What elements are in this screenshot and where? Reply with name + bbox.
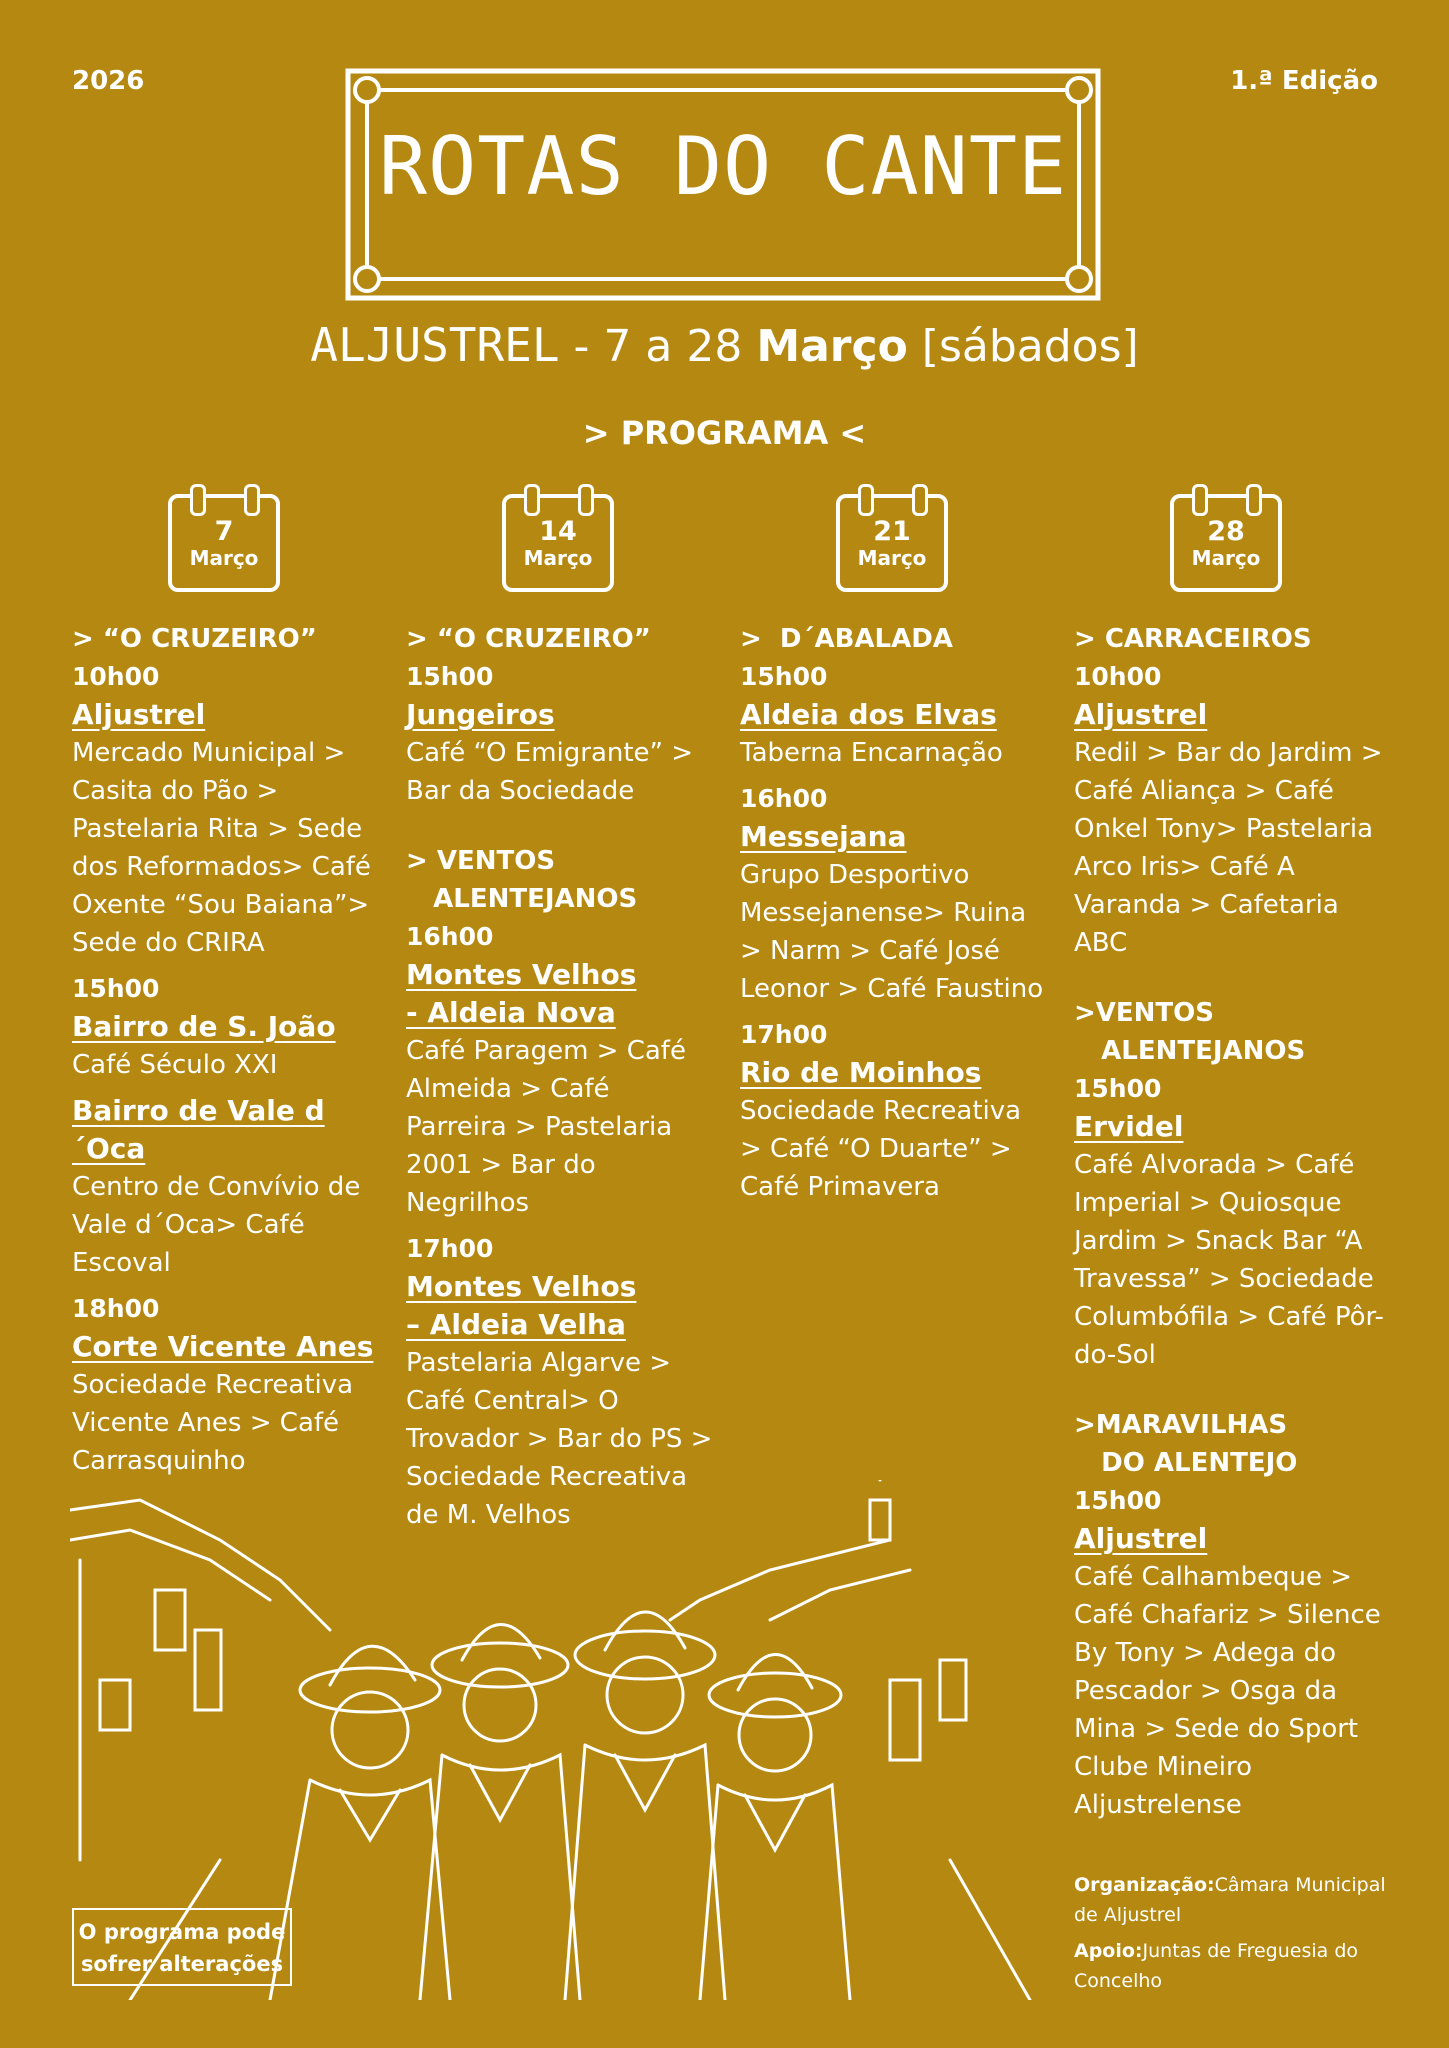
event-place: Montes Velhos – Aldeia Velha (406, 1270, 637, 1341)
group-title: > VENTOS ALENTEJANOS (406, 846, 638, 914)
organization-value: Câmara Municipal de Aljustrel (1074, 1874, 1386, 1926)
event-venues: Café Calhambeque > Café Chafariz > Silence By Tony > Adega do Pescador > Osga da Mina > Sede do Sport Clube Mineiro Aljustrelense (1074, 1562, 1381, 1820)
event-item (72, 970, 382, 1084)
event-item (72, 1290, 382, 1480)
group-title: >MARAVILHAS DO ALENTEJO (1074, 1410, 1298, 1478)
event-venues: Mercado Municipal > Casita do Pão > Pastelaria Rita > Sede dos Reformados> Café Oxente “Sou Baiana”> Sede do CRIRA (72, 738, 371, 958)
event-item (406, 918, 716, 1222)
event-time: 15h00 (406, 662, 494, 691)
event-place: Aljustrel (1074, 1522, 1208, 1555)
subtitle-month: Março (756, 321, 908, 372)
event-place: Montes Velhos - Aldeia Nova (406, 958, 637, 1029)
event-venues: Taberna Encarnação (740, 738, 1003, 768)
event-place: Bairro de S. João (72, 1010, 336, 1043)
support-value: Juntas de Freguesia do Concelho (1074, 1940, 1359, 1992)
subtitle-place: ALJUSTREL (310, 318, 560, 372)
organization-label: Organização: (1074, 1874, 1215, 1896)
calendar-month: Março (857, 546, 927, 570)
event-venues: Pastelaria Algarve > Café Central> O Trovador > Bar do PS > Sociedade Recreativa de M. Velhos (406, 1348, 713, 1530)
calendar-day: 28 (1207, 516, 1245, 547)
event-time: 18h00 (72, 1294, 160, 1323)
event-venues: Café Século XXI (72, 1050, 278, 1080)
event-time: 16h00 (740, 784, 828, 813)
event-item (1074, 1482, 1384, 1824)
support-credit (1074, 1936, 1404, 1996)
subtitle-dash: - (559, 321, 604, 372)
support-label: Apoio: (1074, 1940, 1143, 1962)
event-item (740, 658, 1050, 772)
event-time: 15h00 (740, 662, 828, 691)
event-item (740, 1016, 1050, 1206)
event-venues: Café Alvorada > Café Imperial > Quiosque Jardim > Snack Bar “A Travessa” > Sociedade Columbófila > Café Pôr-do-Sol (1074, 1150, 1384, 1370)
schedule-column (72, 620, 382, 1488)
event-time: 10h00 (72, 662, 160, 691)
event-place: Aljustrel (72, 698, 206, 731)
organization-credit (1074, 1870, 1404, 1930)
event-venues: Centro de Convívio de Vale d´Oca> Café Escoval (72, 1172, 361, 1278)
event-time: 17h00 (406, 1234, 494, 1263)
event-place: Ervidel (1074, 1110, 1184, 1143)
event-place: Corte Vicente Anes (72, 1330, 374, 1363)
calendar-month: Março (523, 546, 593, 570)
subtitle-days: [sábados] (907, 321, 1139, 372)
calendar-icon (836, 484, 948, 592)
subtitle-dates: 7 a 28 (603, 321, 757, 372)
event-time: 15h00 (1074, 1074, 1162, 1103)
event-title: ROTAS DO CANTE (378, 120, 1068, 213)
group-title: > CARRACEIROS (1074, 624, 1312, 654)
group-title: > “O CRUZEIRO” (72, 624, 317, 654)
program-change-note: O programa pode sofrer alterações (72, 1908, 292, 1986)
calendar-day: 21 (873, 516, 911, 547)
group-title: > D´ABALADA (740, 624, 953, 654)
event-place: Aljustrel (1074, 698, 1208, 731)
calendar-icon (168, 484, 280, 592)
event-time: 16h00 (406, 922, 494, 951)
event-place: Messejana (740, 820, 907, 853)
event-venues: Grupo Desportivo Messejanense> Ruina > Narm > Café José Leonor > Café Faustino (740, 860, 1044, 1004)
event-time: 15h00 (72, 974, 160, 1003)
event-venues: Sociedade Recreativa Vicente Anes > Café Carrasquinho (72, 1370, 354, 1476)
calendar-month: Março (1191, 546, 1261, 570)
event-time: 17h00 (740, 1020, 828, 1049)
calendar-day: 14 (539, 516, 577, 547)
schedule-column (406, 620, 716, 1542)
event-place: Jungeiros (406, 698, 555, 731)
event-item (1074, 1070, 1384, 1374)
event-venues: Café Paragem > Café Almeida > Café Parreira > Pastelaria 2001 > Bar do Negrilhos (406, 1036, 686, 1218)
schedule-column (1074, 620, 1384, 1832)
event-venues: Café “O Emigrante” > Bar da Sociedade (406, 738, 694, 806)
calendar-icon (502, 484, 614, 592)
event-item (740, 780, 1050, 1008)
group-title: >VENTOS ALENTEJANOS (1074, 998, 1306, 1066)
calendar-day: 7 (214, 516, 234, 547)
credits (1074, 1870, 1404, 1996)
schedule-column (740, 620, 1050, 1214)
event-place: Bairro de Vale d´Oca (72, 1094, 325, 1165)
event-item (72, 1092, 382, 1282)
calendar-month: Março (189, 546, 259, 570)
calendar-icon (1170, 484, 1282, 592)
event-time: 15h00 (1074, 1486, 1162, 1515)
year-label: 2026 (72, 66, 145, 96)
event-item (1074, 658, 1384, 962)
event-venues: Sociedade Recreativa > Café “O Duarte” > Café Primavera (740, 1096, 1022, 1202)
event-time: 10h00 (1074, 662, 1162, 691)
event-subtitle (0, 318, 1449, 372)
event-place: Rio de Moinhos (740, 1056, 982, 1089)
programa-heading: > PROGRAMA < (582, 414, 867, 452)
edition-label: 1.ª Edição (1230, 66, 1378, 96)
event-venues: Redil > Bar do Jardim > Café Aliança > Café Onkel Tony> Pastelaria Arco Iris> Café A Varanda > Cafetaria ABC (1074, 738, 1383, 958)
event-place: Aldeia dos Elvas (740, 698, 997, 731)
group-title: > “O CRUZEIRO” (406, 624, 651, 654)
event-item (72, 658, 382, 962)
event-item (406, 658, 716, 810)
